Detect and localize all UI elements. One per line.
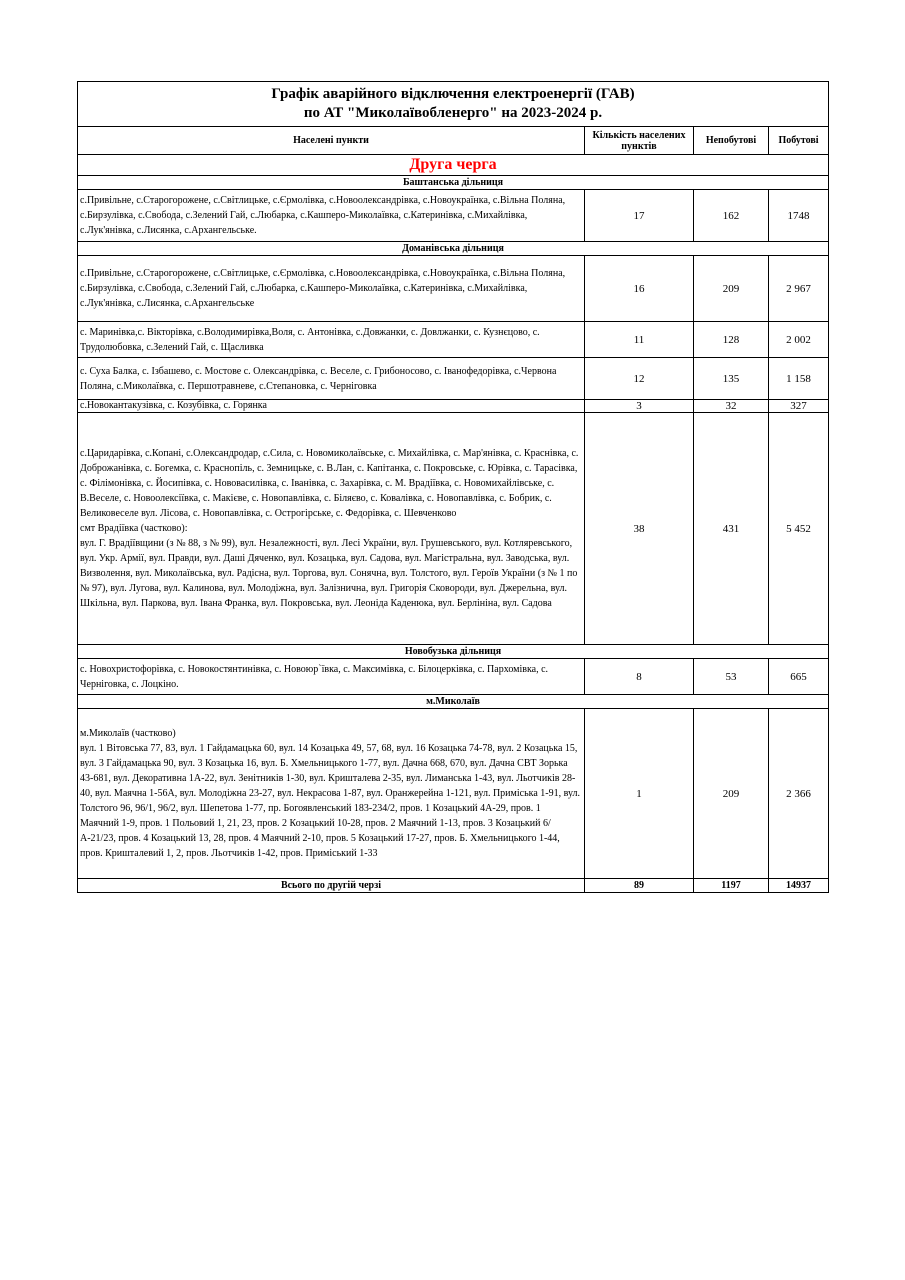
nonresidential-cell: 32 [694,400,769,413]
count-cell: 16 [585,256,694,322]
section-header-row [78,645,829,659]
nonresidential-cell: 209 [694,256,769,322]
settlements-cell: м.Миколаїв (частково) вул. 1 Вітовська 77, 83, вул. 1 Гайдамацька 60, вул. 14 Козацька 49, 57, 68, вул. 16 Козацька 74-78, вул. 2 Козацька 15, вул. 3 Гайдамацька 90, вул. 3 Козацька 16, вул. Б. Хмельницького 1-77, вул. Дачна 668, 670, вул. Дачна СВТ Зорька 43-681, вул. Декоративна 1А-22, вул. Зенітників 1-30, вул. Кришталева 2-35, вул. Лиманська 1-43, вул. Льотчиків 28-40, вул. Маячна 1-56А, вул. Молодіжна 23-27, вул. Некрасова 1-87, вул. Оранжерейна 1-121, вул. Приміська 1-91, вул. Толстого 96, 96/1, 96/2, вул. Шепетова 1-77, пр. Богоявленський 183-234/2, пров. 1 Козацький 4А-29, пров. 1 Маячний 1-9, пров. 1 Польовий 1, 21, 23, пров. 2 Козацький 10-28, пров. 2 Маячний 1-13, пров. 3 Козацький 6/А-21/23, пров. 4 Козацький 13, 28, пров. 4 Маячний 2-10, пров. 5 Козацький 17-27, пров. Б. Хмельницького 1-44, пров. Кришталевий 1, 2, пров. Льотчиків 1-42, пров. Приміський 1-33 [78,709,585,879]
count-cell: 38 [585,413,694,645]
settlements-cell: с.Привільне, с.Старогорожене, с.Світлицьке, с.Єрмолівка, с.Новоолександрівка, с.Новоукраїнка, с.Вільна Поляна, с.Бирзулівка, с.Свобода, с.Зелений Гай, с.Любарка, с.Кашперо-Миколаївка, с.Катеринівка, с.Михайлівка, с.Лук'янівка, с.Лисянка, с.Архангельське [78,256,585,322]
table-row [78,256,829,322]
schedule-table [77,81,829,893]
count-cell: 11 [585,322,694,358]
nonresidential-cell: 162 [694,190,769,242]
section-title-novobuh: Новобузька дільниця [78,645,829,659]
table-row [78,322,829,358]
title-row [78,82,829,127]
section-title-domanivka: Доманівська дільниця [78,242,829,256]
table-row [78,413,829,645]
section-header-row [78,695,829,709]
residential-cell: 1 158 [769,358,829,400]
count-cell: 1 [585,709,694,879]
settlements-cell: с.Новокантакузівка, с. Козубівка, с. Горянка [78,400,585,413]
header-row [78,127,829,155]
count-cell: 12 [585,358,694,400]
count-cell: 8 [585,659,694,695]
residential-cell: 2 002 [769,322,829,358]
table-row [78,358,829,400]
settlements-cell: с.Привільне, с.Старогорожене, с.Світлицьке, с.Єрмолівка, с.Новоолександрівка, с.Новоукраїнка, с.Вільна Поляна, с.Бирзулівка, с.Свобода, с.Зелений Гай, с.Любарка, с.Кашперо-Миколаївка, с.Катеринівка, с.Михайлівка, с.Лук'янівка, с.Лисянка, с.Архангельське. [78,190,585,242]
nonresidential-cell: 135 [694,358,769,400]
residential-cell: 665 [769,659,829,695]
queue-title: Друга черга [78,155,829,176]
queue-row [78,155,829,176]
total-count: 89 [585,879,694,893]
title-line-2: по АТ "Миколаївобленерго" на 2023-2024 р. [303,105,603,121]
settlements-cell: с.Царидарівка, с.Копані, с.Олександродар, с.Сила, с. Новомиколаївське, с. Михайлівка, с. Мар'янівка, с. Краснівка, с. Доброжанівка, с. Богемка, с. Краснопіль, с. Земницьке, с. В.Лан, с. Капітанка, с. Покровське, с. Юрівка, с. Тарасівка, с. Філімонівка, с. Йосипівка, с. Нововасилівка, с. Іванівка, с. Захарівка, с. М. Врадіївка, с. Новомихайлівське, с. В.Веселе, с. Новоолексіївка, с. Макієве, с. Новопавлівка, с. Біляєво, с. Ковалівка, с. Новопавлівка, с. Бобрик, с. Великовеселе вул. Лісова, с. Новопавлівка, с. Острогірське, с. Федорівка, с. Шевченково смт Врадіївка (частково): вул. Г. Врадіївщини (з № 88, з № 99), вул. Незалежності, вул. Лесі України, вул. Грушевського, вул. Котляревського, вул. Укр. Армії, вул. Правди, вул. Даші Дяченко, вул. Козацька, вул. Садова, вул. Магістральна, вул. Заводська, вул. Визволення, вул. Миколаївська, вул. Радісна, вул. Торгова, вул. Сонячна, вул. Толстого, вул. Героїв України (з № 1 по № 97), вул. Лугова, вул. Калинова, вул. Молодіжна, вул. Залізнична, вул. Григорія Сковороди, вул. Джерельна, вул. Шкільна, вул. Паркова, вул. Івана Франка, вул. Покровська, вул. Леоніда Каденюка, вул. Берлініна, вул. Садова [78,413,585,645]
section-header-row [78,176,829,190]
document-title [78,82,829,127]
count-cell: 17 [585,190,694,242]
header-nonresidential: Непобутові [694,127,769,155]
section-title-bashtanka: Баштанська дільниця [78,176,829,190]
total-label: Всього по другій черзі [78,879,585,893]
nonresidential-cell: 128 [694,322,769,358]
residential-cell: 2 366 [769,709,829,879]
residential-cell: 5 452 [769,413,829,645]
table-row [78,190,829,242]
settlements-cell: с. Суха Балка, с. Ізбашево, с. Мостове с. Олександрівка, с. Веселе, с. Грибоносово, с. Іванофедорівка, с.Червона Поляна, с.Миколаївка, с. Першотравневе, с.Степановка, с. Черніговка [78,358,585,400]
header-residential: Побутові [769,127,829,155]
nonresidential-cell: 209 [694,709,769,879]
residential-cell: 1748 [769,190,829,242]
total-nonresidential: 1197 [694,879,769,893]
total-residential: 14937 [769,879,829,893]
residential-cell: 327 [769,400,829,413]
total-row [78,879,829,893]
settlements-cell: с. Маринівка,с. Вікторівка, с.Володимирівка,Воля, с. Антонівка, с.Довжанки, с. Довлжанки, с. Кузнєцово, с. Трудолюбовка, с.Зелений Гай, с. Щасливка [78,322,585,358]
section-title-mykolaiv: м.Миколаїв [78,695,829,709]
title-line-1: Графік аварійного відключення електроенергії (ГАВ) [271,86,635,102]
section-header-row [78,242,829,256]
outage-schedule-sheet [77,81,828,893]
residential-cell: 2 967 [769,256,829,322]
count-cell: 3 [585,400,694,413]
header-count: Кількість населених пунктів [585,127,694,155]
nonresidential-cell: 53 [694,659,769,695]
table-row [78,709,829,879]
table-row [78,400,829,413]
table-row [78,659,829,695]
header-settlements: Населені пункти [78,127,585,155]
settlements-cell: с. Новохристофорівка, с. Новокостянтинівка, с. Новоюр`ївка, с. Максимівка, с. Білоцерківка, с. Пархомівка, с. Черніговка, с. Лоцкіно. [78,659,585,695]
nonresidential-cell: 431 [694,413,769,645]
